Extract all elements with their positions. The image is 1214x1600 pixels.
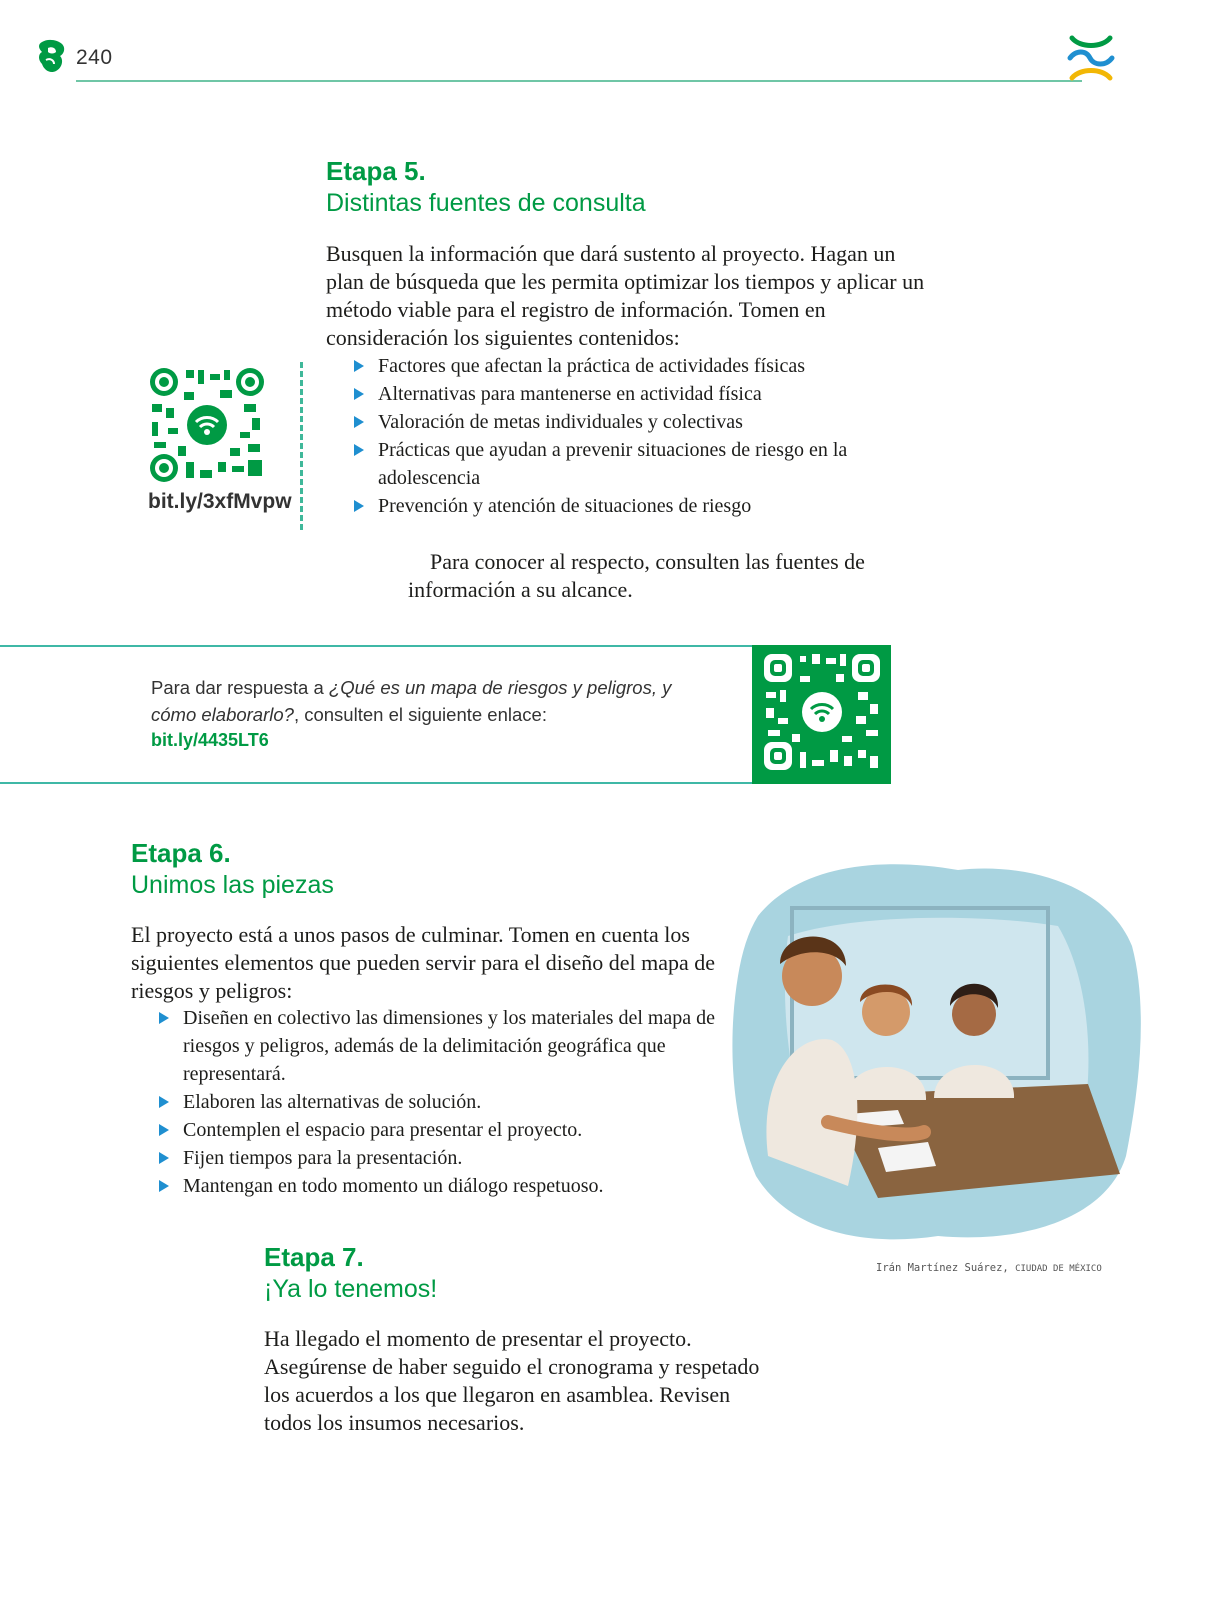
bullet-triangle-icon — [354, 388, 364, 400]
bullet-triangle-icon — [354, 500, 364, 512]
illustration-credit: Irán Martínez Suárez, CIUDAD DE MÉXICO — [876, 1262, 1102, 1274]
list-item: Mantengan en todo momento un diálogo respetuoso. — [157, 1172, 722, 1200]
stage5-title: Etapa 5. — [326, 156, 426, 186]
list-item: Valoración de metas individuales y colectivas — [352, 408, 892, 436]
stage6-paragraph: El proyecto está a unos pasos de culminar. Tomen en cuenta los siguientes elementos que pueden servir para el diseño del mapa de riesgos y peligros: — [131, 922, 716, 1003]
list-item: Contemplen el espacio para presentar el proyecto. — [157, 1116, 722, 1144]
box-bottom-rule — [0, 782, 760, 784]
list-item: Elaboren las alternativas de solución. — [157, 1088, 722, 1116]
stage7-title: Etapa 7. — [264, 1242, 364, 1272]
page-number: 240 — [76, 46, 113, 69]
bullet-triangle-icon — [354, 360, 364, 372]
qr-link-text[interactable]: bit.ly/3xfMvpw — [148, 490, 292, 513]
qr-code-icon[interactable] — [148, 366, 266, 484]
bullet-triangle-icon — [159, 1096, 169, 1108]
stage6-subtitle: Unimos las piezas — [131, 871, 334, 899]
list-item: Diseñen en colectivo las dimensiones y los materiales del mapa de riesgos y peligros, además de la delimitación geográfica que representará. — [157, 1004, 722, 1088]
stage5-closing: Para conocer al respecto, consulten las fuentes de información a su alcance. — [408, 549, 865, 602]
stage7-subtitle: ¡Ya lo tenemos! — [264, 1275, 438, 1303]
list-item: Alternativas para mantenerse en actividad física — [352, 380, 892, 408]
bullet-triangle-icon — [159, 1124, 169, 1136]
bullet-triangle-icon — [354, 444, 364, 456]
list-item: Prevención y atención de situaciones de riesgo — [352, 492, 892, 520]
stage6-title: Etapa 6. — [131, 838, 231, 868]
section-logo-icon — [36, 38, 68, 74]
list-item: Fijen tiempos para la presentación. — [157, 1144, 722, 1172]
link-box-url[interactable]: bit.ly/4435LT6 — [151, 730, 269, 750]
box-top-rule — [0, 645, 760, 647]
link-box-text: Para dar respuesta a ¿Qué es un mapa de riesgos y peligros, y cómo elaborarlo?, consulten el siguiente enlace: — [151, 677, 672, 725]
stage7-paragraph: Ha llegado el momento de presentar el proyecto. Asegúrense de haber seguido el cronograma y respetado los acuerdos a los que llegaron en asamblea. Revisen todos los insumos necesarios. — [264, 1326, 760, 1435]
stage5-paragraph: Busquen la información que dará sustento al proyecto. Hagan un plan de búsqueda que les permita optimizar los tiempos y aplicar un método viable para el registro de información. Tomen en consideración los siguientes contenidos: — [326, 241, 925, 350]
stage6-list — [157, 1004, 722, 1200]
header-rule — [76, 80, 1082, 82]
bullet-triangle-icon — [159, 1152, 169, 1164]
bullet-triangle-icon — [159, 1012, 169, 1024]
students-illustration — [728, 856, 1148, 1248]
qr-code-icon[interactable] — [762, 652, 882, 772]
stage5-subtitle: Distintas fuentes de consulta — [326, 189, 646, 217]
dashed-divider — [300, 362, 303, 530]
program-logo-icon — [1066, 32, 1116, 84]
list-item: Factores que afectan la práctica de actividades físicas — [352, 352, 892, 380]
bullet-triangle-icon — [354, 416, 364, 428]
stage5-list — [352, 352, 892, 520]
list-item: Prácticas que ayudan a prevenir situaciones de riesgo en la adolescencia — [352, 436, 892, 492]
bullet-triangle-icon — [159, 1180, 169, 1192]
